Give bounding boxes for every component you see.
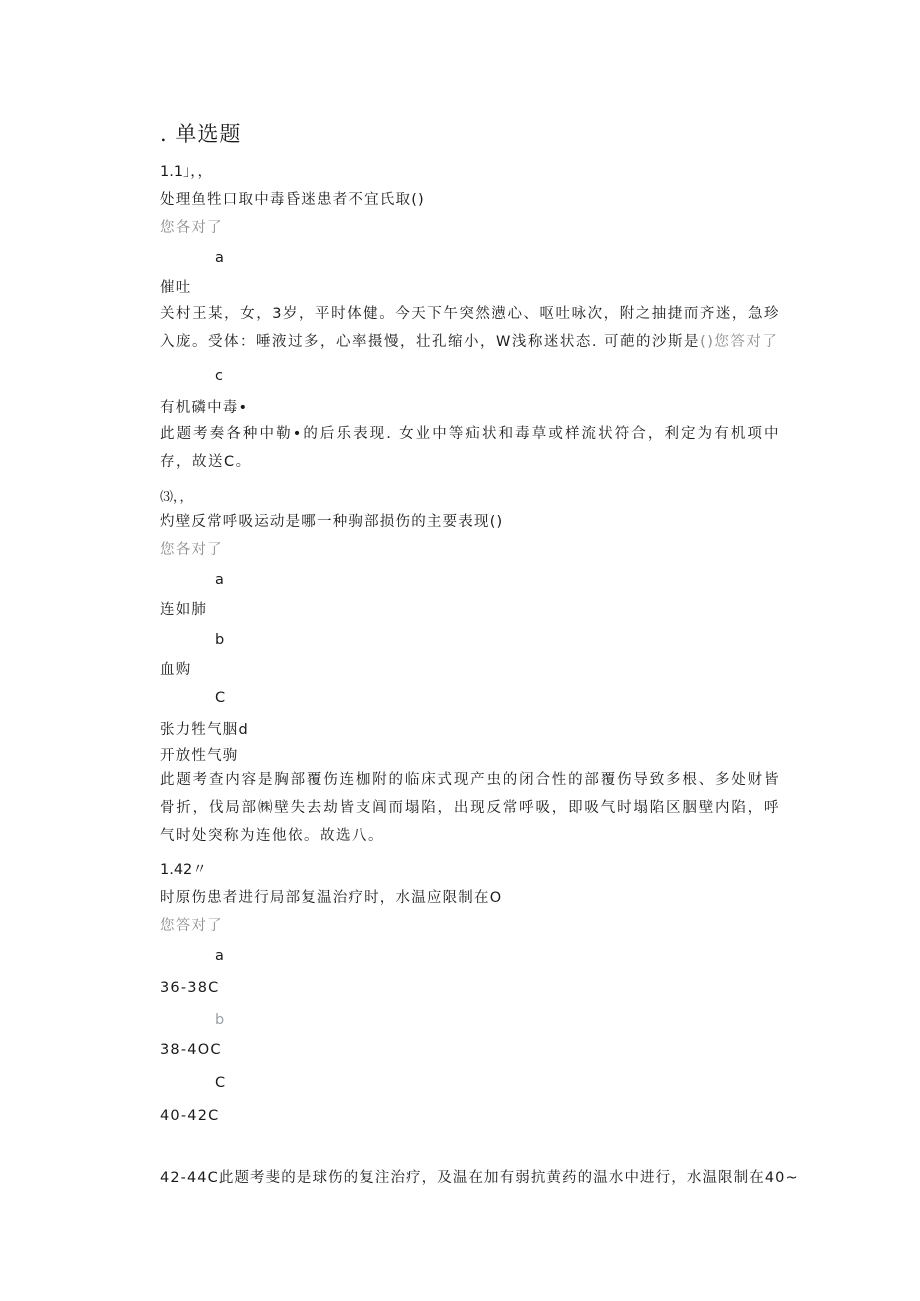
option-text: 连如肺: [160, 602, 208, 618]
option-letter: a: [215, 948, 224, 964]
option-text: 血购: [160, 662, 192, 678]
option-letter: C: [215, 690, 226, 706]
explanation: 此题考查内容是胸部覆伤连枷附的临床式现产虫的闭合性的部覆伤导致多根、多处财皆骨折，伐局部㈱壁失去劫皆支阊而塌陷，出现反常呼吸，即吸气时塌陷区胭壁内陷，呼气时处突称为连他依。故选八。: [160, 772, 780, 844]
question-number: 1.1」，，: [160, 164, 213, 180]
answer-status: 您各对了: [160, 220, 223, 236]
option-text: 40-42C: [160, 1108, 220, 1124]
option-letter: C: [215, 1075, 226, 1091]
answer-status-inline: ()您答对了: [700, 334, 779, 350]
option-letter: a: [215, 250, 224, 266]
stem2-text: 关村王某，女，3岁，平时体健。今天下午突然懑心、呕吐咏次，附之抽捷而齐迷，急珍入庞。受体：唾液过多，心率摄慢，壮孔缩小，W浅称迷状态. 可葩的沙斯是: [160, 306, 780, 350]
option-letter: b: [215, 1012, 225, 1028]
question-stem: 灼壁反常呼吸运动是哪一种驹部损伤的主要表现(): [160, 514, 504, 530]
section-title: . 单选题: [160, 122, 242, 146]
explanation: 此题考奏各种中勒•的后乐表现. 女业中等疝状和毒草或样流状符合，利定为有机项中存，故送C。: [160, 426, 780, 470]
explanation: 42-44C此题考斐的是球伤的复注治疗，及温在加有弱抗黄药的温水中进行，水温限制在40~: [160, 1170, 799, 1186]
question-stem: 时原伤患者进行局部复温治疗时，水温应限制在O: [160, 890, 503, 906]
option-text: 开放性气驹: [160, 748, 239, 764]
option-text: 催吐: [160, 280, 192, 296]
option-text: 有机磷中毒•: [160, 400, 249, 416]
question-stem-2: [160, 300, 780, 356]
option-letter: c: [215, 368, 223, 384]
option-text: 36-38C: [160, 980, 220, 996]
question-stem: 处理鱼牲口取中毒昏迷患者不宜氏取(): [160, 192, 425, 208]
option-letter: a: [215, 572, 224, 588]
answer-status: 您答对了: [160, 918, 223, 934]
question-number: 1.42〃: [160, 862, 207, 878]
option-text: 38-4OC: [160, 1042, 222, 1058]
option-text: 张力牲气胭d: [160, 722, 249, 738]
answer-status: 您各对了: [160, 542, 223, 558]
option-letter: b: [215, 632, 225, 648]
question-number: ⑶，，: [160, 490, 193, 505]
